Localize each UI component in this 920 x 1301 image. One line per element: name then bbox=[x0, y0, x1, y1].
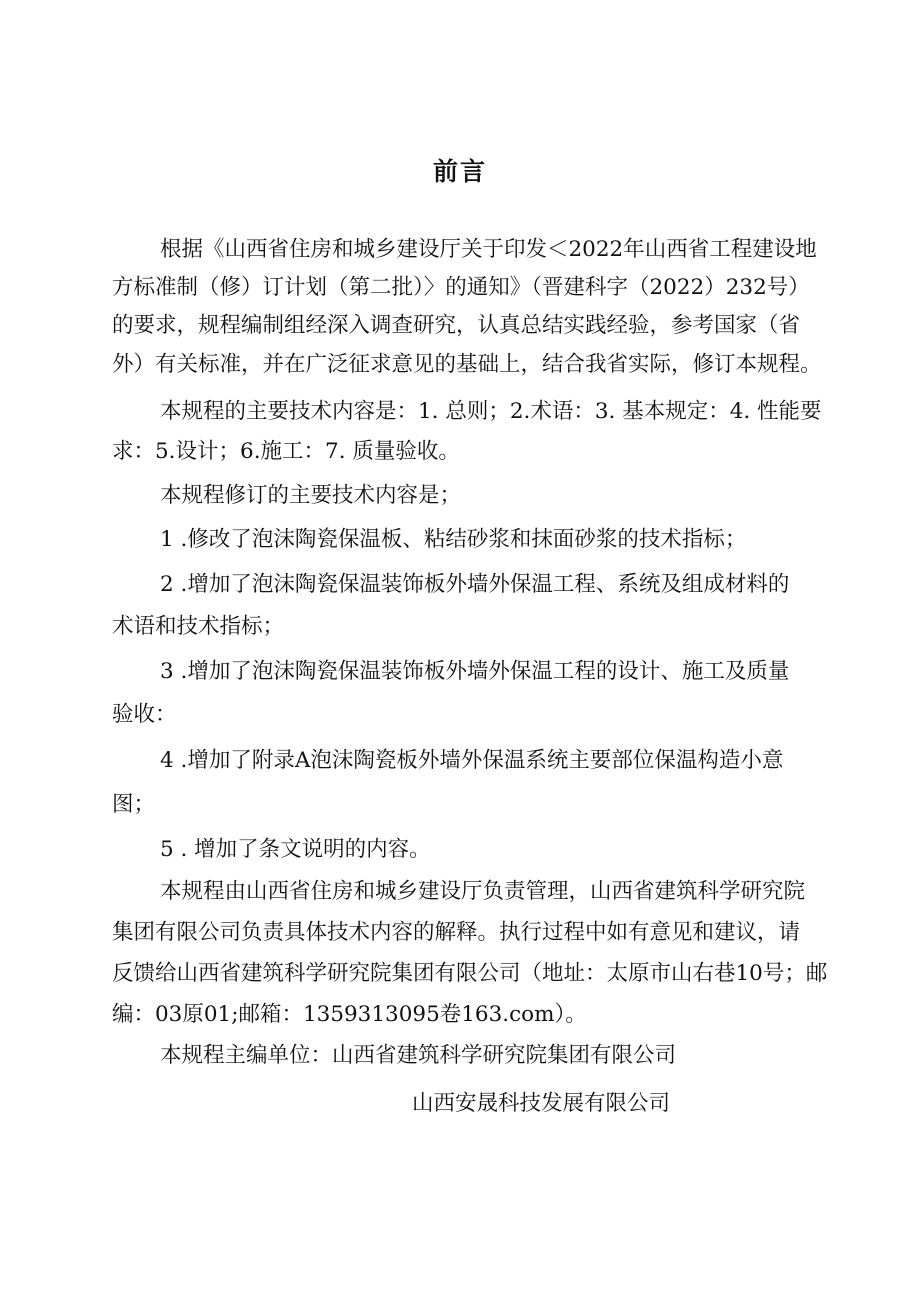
list-item-4-cont: 图； bbox=[112, 792, 156, 817]
list-item-3: 3 .增加了泡沫陶瓷保温装饰板外墙外保温工程的设计、施工及质量 bbox=[160, 659, 790, 684]
list-item-5: 5 . 增加了条文说明的内容。 bbox=[160, 837, 431, 862]
text-line-17: 集团有限公司负责具体技术内容的解释。执行过程中如有意见和建议，请 bbox=[112, 920, 801, 945]
list-item-3-cont: 验收： bbox=[112, 702, 177, 727]
list-item-2: 2 .增加了泡沫陶瓷保温装饰板外墙外保温工程、系统及组成材料的 bbox=[160, 572, 790, 597]
text-line-5: 本规程的主要技术内容是：1. 总则；2.术语：3. 基本规定：4. 性能要 bbox=[160, 399, 822, 424]
co-editor-unit: 山西安晟科技发展有限公司 bbox=[412, 1091, 671, 1116]
text-line-19: 编：03原01;邮箱：1359313095卷163.com）。 bbox=[112, 1002, 587, 1027]
text-line-6: 求：5.设计；6.施工：7. 质量验收。 bbox=[112, 439, 460, 464]
text-line-1: 根据《山西省住房和城乡建设厅关于印发＜2022年山西省工程建设地 bbox=[160, 237, 817, 262]
text-line-2: 方标准制（修）订计划（第二批）〉的通知》（晋建科字（2022）232号） bbox=[112, 275, 810, 300]
text-line-3: 的要求，规程编制组经深入调查研究，认真总结实践经验，参考国家（省 bbox=[112, 313, 801, 338]
text-line-4: 外）有关标准，并在广泛征求意见的基础上，结合我省实际，修订本规程。 bbox=[112, 352, 822, 377]
text-line-16: 本规程由山西省住房和城乡建设厅负责管理，山西省建筑科学研究院 bbox=[160, 879, 806, 904]
text-line-7: 本规程修订的主要技术内容是； bbox=[160, 483, 462, 508]
text-line-18: 反馈给山西省建筑科学研究院集团有限公司（地址：太原市山右巷10号；邮 bbox=[112, 961, 828, 986]
chief-editor-unit: 本规程主编单位：山西省建筑科学研究院集团有限公司 bbox=[160, 1043, 677, 1068]
list-item-2-cont: 术语和技术指标； bbox=[112, 614, 285, 639]
page-title: 前言 bbox=[432, 157, 487, 186]
list-item-1: 1 .修改了泡沫陶瓷保温板、粘结砂浆和抹面砂浆的技术指标； bbox=[160, 527, 747, 552]
list-item-4: 4 .增加了附录A泡沫陶瓷板外墙外保温系统主要部位保温构造小意 bbox=[160, 748, 784, 773]
